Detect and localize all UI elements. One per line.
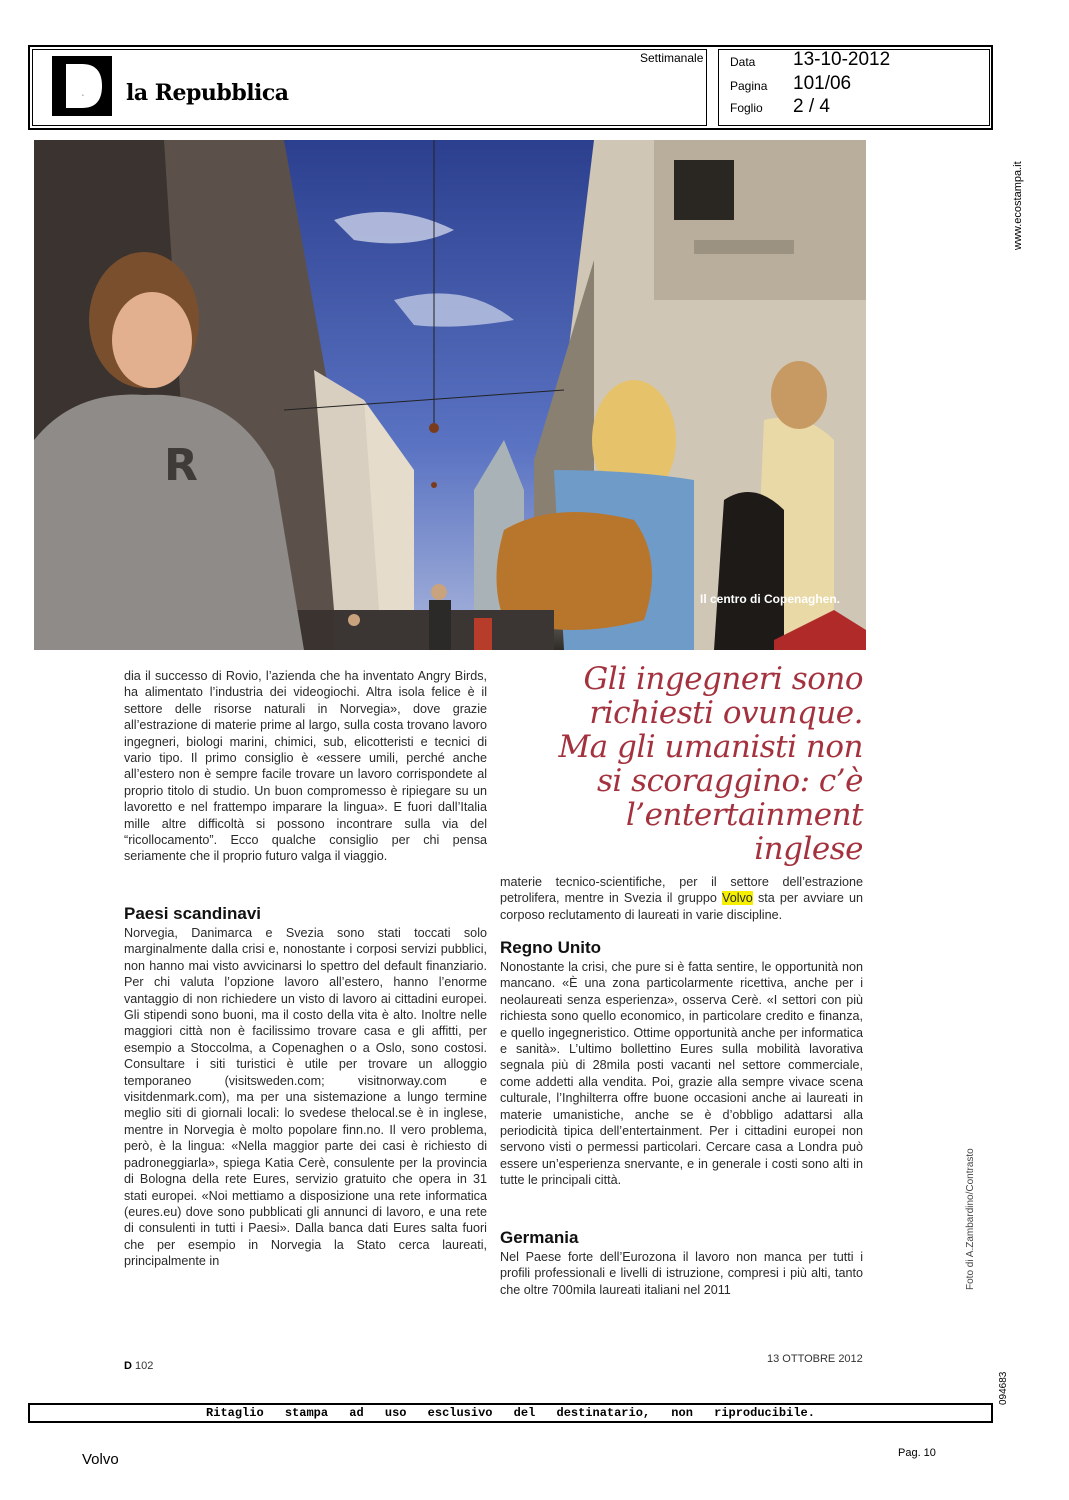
regno-paragraph: Nonostante la crisi, che pure si è fatta sentire, le opportunità non mancano. «È una zona particolarmente ricettiva, anche per i neolaureati senza esperienza», osserva Cerè. «I settori con più richiesta sono quello economico, in particolare credito e finanza, e quello ingegneristico. Ottime opportunità anche per informatica e sanità». L’ultimo bollettino Eures sulla mobilità lavorativa segnala più di 28mila posti vacanti nel settore commerciale, come addetti alla vendita. Poi, grazie alla sempre vivace scena culturale, l’Inghilterra offre buone occasioni anche ai laureati in materie umanistiche, anche se è d’obbligo adattarsi alla periodicità tipica dell’entertainment. Per i cittadini europei non servono visti o permessi particolari. Cercare casa a Londra può essere un’esperienza snervante, e in generale i costi sono alti in tutte le principali città. [500,960,863,1188]
scandinavi-paragraph: Norvegia, Danimarca e Svezia sono stati toccati solo marginalmente dalla crisi e, nonostante i corposi servizi pubblici, non hanno mai visto avvicinarsi lo spettro del default finanziario. Per chi valuta l’opzione lavoro all’estero, hanno l’enorme vantaggio di non richiedere un visto di lavoro ai cittadini europei. Gli stipendi sono buoni, ma il costo della vita è alto. Inoltre nelle maggiori città non è facilissimo trovare casa e gli affitti, per esempio a Stoccolma, a Copenaghen o a Oslo, sono costosi. Consultare i siti turistici è utile per trovare un alloggio temporaneo (visitsweden.com; visitnorway.com e visitdenmark.com), ma per una sistemazione a lungo termine meglio siti di giornali locali: lo svedese thelocal.se è in inglese, mentre in Norvegia è molto popolare finn.no. Il vero problema, però, è la lingua: «Nella maggior parte dei casi è richiesto di padroneggiarla», spiega Katia Cerè, consulente per la provincia di Bologna della rete Eures, servizio gratuito che opera in 31 stati europei. «Noi mettiamo a disposizione una rete informatica (eures.eu) dove sono pubblicati gli annunci di lavoro, e una rete di consulenti in tutti i Paesi». Dalla banca dati Eures salta fuori che per esempio in Norvegia la Stato cerca laureati, principalmente in [124,926,487,1269]
heading-germania: Germania [500,1228,579,1247]
pull-quote: Gli ingegneri sono richiesti ovunque. Ma gli umanisti non si scoraggino: c’è l’entertainment inglese [558,661,863,867]
copenhagen-street-photo [34,140,866,650]
frequency-label: Settimanale [640,51,704,65]
meta-value-data: 13-10-2012 [793,49,891,70]
intro-paragraph: dia il successo di Rovio, l’azienda che ha inventato Angry Birds, ha alimentato l’industria dei videogiochi. Altra isola felice è il settore delle risorse naturali in Norvegia», dove grazie all’estrazione di materie prime al largo, sulla costa trovano lavoro ingegneri, biologi marini, chimici, sub, elicotteristi e tecnici di vario tipo. Il primo consiglio è «essere umili, perché anche all’estero non è sempre facile trovare un lavoro corrispondete al proprio titolo di studio. Un buon compromesso è ripiegare su un lavoretto e nel frattempo imparare la lingua». E fuori dall’Italia mille altre difficoltà si possono incontrare sulla via del “ricollocamento”. Ecco qualche consiglio per chi pensa seriamente che il proprio futuro valga il viaggio. [124,669,487,864]
continuation-paragraph [500,874,863,923]
heading-paesi-scandinavi: Paesi scandinavi [124,904,262,923]
right-column-regno [500,959,863,1189]
svg-text:R: R [164,440,198,491]
disclaimer-text: Ritaglio stampa ad uso esclusivo del destinatario, non riproducibile. [206,1406,815,1420]
meta-label-data: Data [730,55,756,69]
continuation-after: sta per avviare un corposo reclutamento di laureati in varie discipline. [500,891,863,922]
photo-credit: Foto di A.Zambardino/Contrasto [965,1148,976,1290]
clipping-code: 094683 [998,1371,1009,1405]
page-number: D 102 [124,1360,154,1372]
d-magazine-logo [52,56,112,116]
clipping-page-number: Pag. 10 [898,1447,936,1459]
right-column-continuation [500,874,863,923]
heading-regno-unito: Regno Unito [500,938,602,957]
issue-date: 13 OTTOBRE 2012 [767,1353,863,1365]
ecostampa-url: www.ecostampa.it [1012,161,1024,250]
volvo-highlight: Volvo [721,891,753,906]
germania-paragraph: Nel Paese forte dell’Eurozona il lavoro non manca per tutti i profili professionali e livelli di istruzione, compresi i più alti, tanto che oltre 700mila laureati italiani nel 2011 [500,1250,863,1297]
meta-label-foglio: Foglio [730,101,763,115]
meta-value-pagina: 101/06 [793,73,852,94]
svg-text:D: D [82,95,84,97]
keyword-label: Volvo [82,1451,119,1468]
meta-value-foglio: 2 / 4 [793,96,830,117]
photo-caption: Il centro di Copenaghen. [700,592,841,606]
right-column-germania [500,1249,863,1298]
newspaper-name: la Repubblica [126,80,289,106]
continuation-before: materie tecnico-scientifiche, per il settore dell’estrazione petrolifera, mentre in Svezia il gruppo [500,875,863,906]
meta-label-pagina: Pagina [730,79,768,93]
left-column-scandinavi [124,925,487,1270]
left-column-intro [124,668,487,865]
